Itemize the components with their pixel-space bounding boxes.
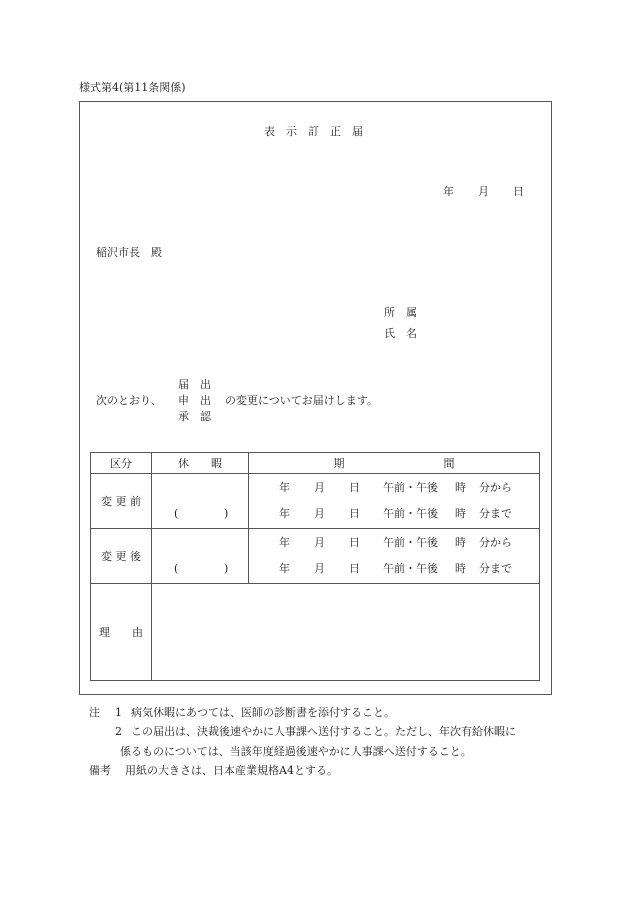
note-1-number: 1	[115, 706, 122, 719]
statement-suffix: の変更についてお届けします。	[225, 394, 378, 407]
statement-prefix: 次のとおり、	[96, 394, 162, 407]
minute-label: 分まで	[479, 507, 512, 520]
note-1-text: 病気休暇にあつては、医師の診断書を添付すること。	[131, 706, 395, 719]
affiliation-label: 所 属	[384, 306, 417, 319]
hour-label: 時	[455, 536, 466, 549]
remarks-label: 備考	[89, 764, 111, 777]
table-row	[91, 474, 540, 529]
date-day: 日	[513, 185, 524, 198]
table-header-row	[91, 453, 540, 474]
ampm-label: 午前・午後	[383, 507, 438, 520]
reason-input-area[interactable]	[152, 584, 540, 681]
day-label: 日	[349, 562, 360, 575]
paren-close: )	[224, 562, 229, 575]
ampm-label: 午前・午後	[383, 481, 438, 494]
addressee: 稲沢市長 殿	[96, 246, 162, 259]
statement-option-approve: 承 認	[178, 410, 211, 423]
header-leave: 休 暇	[152, 453, 249, 474]
month-label: 月	[314, 536, 325, 549]
period-cell-before[interactable]	[249, 474, 540, 529]
statement-option-notify: 届 出	[178, 378, 211, 391]
note-2-number: 2	[115, 725, 122, 738]
hour-label: 時	[455, 507, 466, 520]
minute-label: 分から	[479, 481, 512, 494]
day-label: 日	[349, 481, 360, 494]
form-number: 様式第4(第11条関係)	[79, 81, 186, 94]
note-2-continuation: 係るものについては、当該年度経過後速やかに人事課へ送付すること。	[120, 745, 472, 758]
note-2-text: この届出は、決裁後速やかに人事課へ送付すること。ただし、年次有給休暇に	[131, 725, 516, 738]
month-label: 月	[314, 481, 325, 494]
paren-open: (	[174, 562, 179, 575]
table-row	[91, 584, 540, 681]
form-title: 表 示 訂 正 届	[264, 125, 363, 138]
notes-label: 注	[89, 706, 100, 719]
reason-label: 理 由	[91, 584, 152, 681]
year-label: 年	[279, 562, 290, 575]
table-row	[91, 529, 540, 584]
row-label-before: 変 更 前	[91, 474, 152, 529]
remarks-text: 用紙の大きさは、日本産業規格A4とする。	[125, 764, 338, 777]
header-category: 区分	[91, 453, 152, 474]
header-period: 期 間	[249, 453, 540, 474]
hour-label: 時	[455, 481, 466, 494]
row-label-after: 変 更 後	[91, 529, 152, 584]
leave-cell-after[interactable]	[152, 529, 249, 584]
day-label: 日	[349, 507, 360, 520]
date-year: 年	[443, 185, 454, 198]
ampm-label: 午前・午後	[383, 562, 438, 575]
year-label: 年	[279, 536, 290, 549]
month-label: 月	[314, 507, 325, 520]
statement-option-apply: 申 出	[178, 394, 211, 407]
minute-label: 分まで	[479, 562, 512, 575]
year-label: 年	[279, 481, 290, 494]
leave-cell-before[interactable]	[152, 474, 249, 529]
minute-label: 分から	[479, 536, 512, 549]
date-month: 月	[478, 185, 489, 198]
hour-label: 時	[455, 562, 466, 575]
month-label: 月	[314, 562, 325, 575]
leave-table	[90, 452, 540, 681]
period-cell-after[interactable]	[249, 529, 540, 584]
day-label: 日	[349, 536, 360, 549]
name-label: 氏 名	[384, 327, 417, 340]
paren-open: (	[174, 507, 179, 520]
year-label: 年	[279, 507, 290, 520]
paren-close: )	[224, 507, 229, 520]
ampm-label: 午前・午後	[383, 536, 438, 549]
